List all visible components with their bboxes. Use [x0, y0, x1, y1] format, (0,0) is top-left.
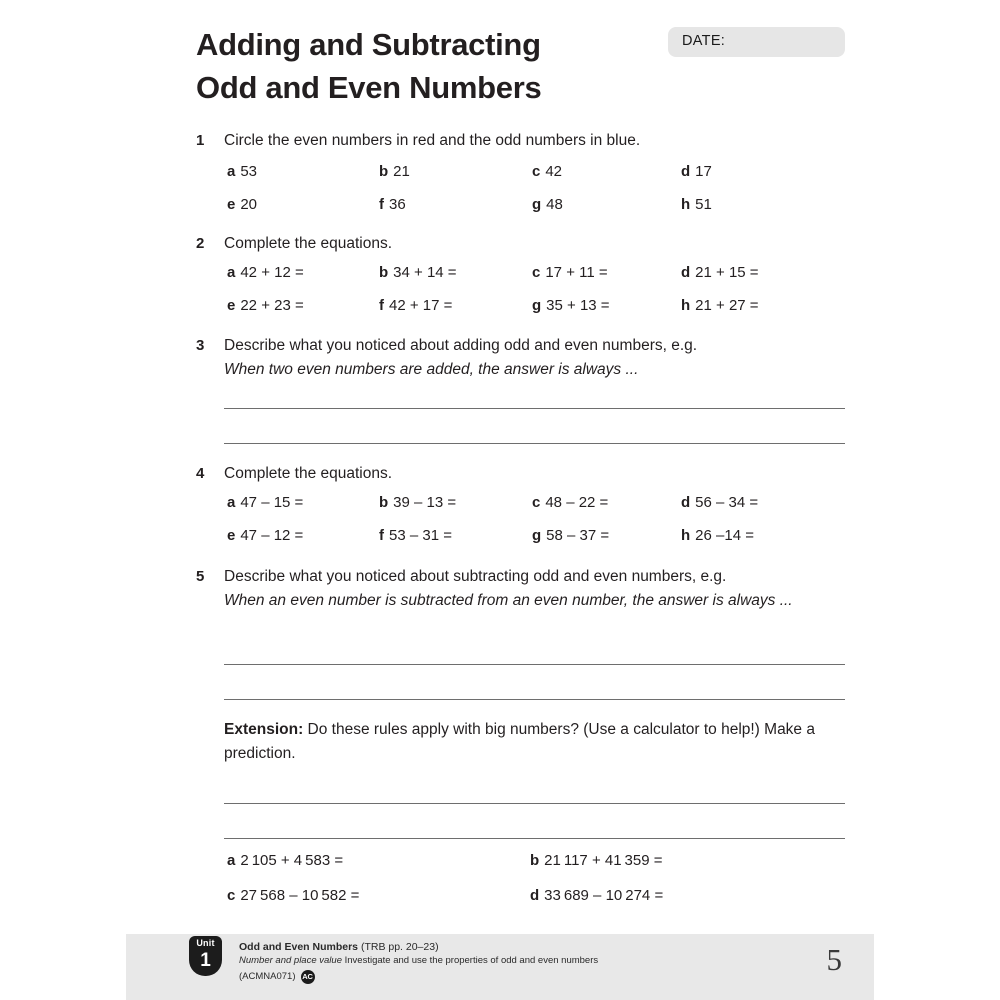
page-title-line-1: Adding and Subtracting: [196, 27, 541, 62]
item-4b[interactable]: b 39 – 13 =: [379, 494, 457, 511]
question-4: [196, 462, 856, 486]
answer-line-5-1[interactable]: [224, 664, 845, 665]
item-4e[interactable]: e 47 – 12 =: [227, 527, 304, 544]
item-ext-d[interactable]: d 33 689 – 10 274 =: [530, 887, 664, 904]
question-3-number: 3: [196, 337, 205, 354]
item-1a[interactable]: a 53: [227, 163, 258, 180]
question-2-text: Complete the equations.: [224, 235, 393, 252]
extension-label: Extension:: [224, 721, 304, 738]
unit-badge-word: Unit: [196, 938, 215, 948]
item-1d[interactable]: d 17: [681, 163, 712, 180]
item-1f[interactable]: f 36: [379, 196, 406, 213]
question-1-head: [196, 129, 856, 153]
question-4-number: 4: [196, 465, 205, 482]
item-ext-b[interactable]: b 21 117 + 41 359 =: [530, 852, 663, 869]
question-1-text: Circle the even numbers in red and the odd numbers in blue.: [224, 132, 641, 149]
extension-text: Do these rules apply with big numbers? (Use a calculator to help!) Make a prediction.: [224, 721, 815, 763]
answer-line-5-2[interactable]: [224, 699, 845, 700]
unit-badge-icon: [189, 936, 222, 976]
page-title-line-2: Odd and Even Numbers: [196, 69, 542, 105]
item-ext-a[interactable]: a 2 105 + 4 583 =: [227, 852, 344, 869]
item-2g[interactable]: g 35 + 13 =: [532, 297, 610, 314]
item-2d[interactable]: d 21 + 15 =: [681, 264, 759, 281]
footer-code-line: [239, 969, 799, 984]
answer-line-ext-1[interactable]: [224, 803, 845, 804]
date-label: DATE:: [682, 33, 726, 49]
footer-topic: Odd and Even Numbers: [239, 941, 359, 953]
question-1-number: 1: [196, 132, 205, 149]
footer-code: (ACMNA071): [239, 971, 296, 982]
question-5-example: When an even number is subtracted from an even number, the answer is always ...: [224, 592, 793, 610]
curriculum-badge-icon: AC: [301, 970, 315, 984]
question-3-text: Describe what you noticed about adding odd and even numbers, e.g.: [224, 337, 698, 354]
date-field[interactable]: [668, 27, 845, 57]
question-1: [196, 129, 856, 153]
item-1g[interactable]: g 48: [532, 196, 563, 213]
extension-body: [224, 718, 861, 766]
answer-line-ext-2[interactable]: [224, 838, 845, 839]
item-2a[interactable]: a 42 + 12 =: [227, 264, 304, 281]
item-4d[interactable]: d 56 – 34 =: [681, 494, 759, 511]
item-2f[interactable]: f 42 + 17 =: [379, 297, 453, 314]
item-1c[interactable]: c 42: [532, 163, 563, 180]
question-2-number: 2: [196, 235, 205, 252]
question-5-text: Describe what you noticed about subtracting odd and even numbers, e.g.: [224, 568, 727, 585]
question-3: [196, 334, 856, 382]
item-2e[interactable]: e 22 + 23 =: [227, 297, 304, 314]
footer-reference: (TRB pp. 20–23): [358, 941, 439, 953]
item-2h[interactable]: h 21 + 27 =: [681, 297, 759, 314]
question-5-head: [196, 565, 836, 613]
item-4f[interactable]: f 53 – 31 =: [379, 527, 452, 544]
item-2c[interactable]: c 17 + 11 =: [532, 264, 608, 281]
question-5: [196, 565, 836, 613]
footer-text: [239, 940, 799, 984]
item-4h[interactable]: h 26 –14 =: [681, 527, 754, 544]
footer-strand-line: [239, 954, 799, 967]
item-ext-c[interactable]: c 27 568 – 10 582 =: [227, 887, 360, 904]
footer-topic-line: [239, 940, 799, 954]
answer-line-3-1[interactable]: [224, 408, 845, 409]
question-3-example: When two even numbers are added, the answer is always ...: [224, 361, 639, 379]
extension-section: [196, 718, 861, 766]
page-title: [196, 24, 636, 110]
question-4-text: Complete the equations.: [224, 465, 393, 482]
item-1h[interactable]: h 51: [681, 196, 712, 213]
footer-descriptor: Investigate and use the properties of odd and even numbers: [341, 955, 599, 966]
page-number: 5: [826, 942, 842, 977]
item-1e[interactable]: e 20: [227, 196, 258, 213]
item-4g[interactable]: g 58 – 37 =: [532, 527, 610, 544]
page-footer: [126, 934, 874, 1000]
question-4-head: [196, 462, 856, 486]
item-4a[interactable]: a 47 – 15 =: [227, 494, 304, 511]
item-4c[interactable]: c 48 – 22 =: [532, 494, 609, 511]
question-5-number: 5: [196, 568, 205, 585]
footer-strand: Number and place value: [239, 955, 342, 966]
question-2: [196, 232, 856, 256]
unit-badge-number: 1: [200, 950, 211, 971]
answer-line-3-2[interactable]: [224, 443, 845, 444]
item-2b[interactable]: b 34 + 14 =: [379, 264, 457, 281]
item-1b[interactable]: b 21: [379, 163, 410, 180]
question-2-head: [196, 232, 856, 256]
question-3-head: [196, 334, 856, 382]
